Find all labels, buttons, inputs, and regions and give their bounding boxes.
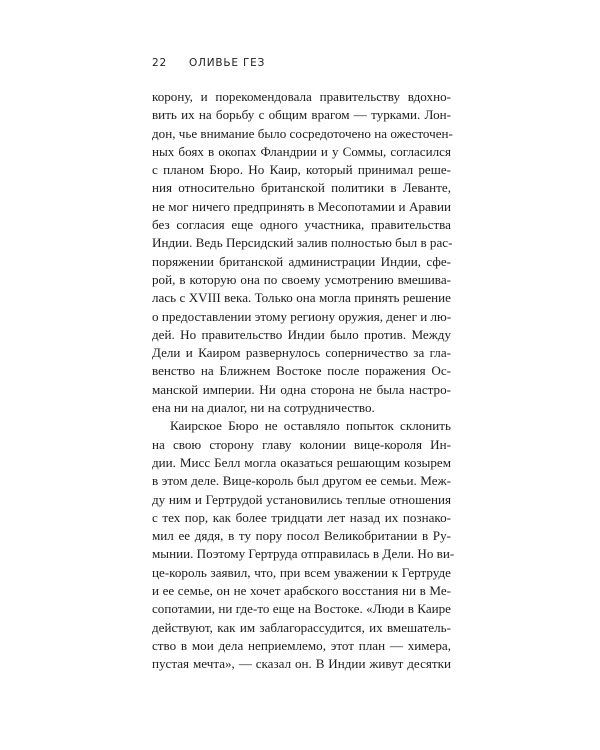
text-line: действуют, как им заблагорассудится, их вмешатель- <box>152 619 451 635</box>
text-line: мынии. Поэтому Гертруда отправилась в Дели. Но ви- <box>152 546 455 562</box>
text-line: Индии. Ведь Персидский залив полностью был в рас- <box>152 235 453 251</box>
text-line: и ее семье, он не хочет арабского восстания ни в Ме- <box>152 583 451 599</box>
text-line: лась с XVIII века. Только она могла принять решение <box>152 290 451 306</box>
text-line: не мог ничего предпринять в Месопотамии и Аравии <box>152 198 451 214</box>
text-line: це-король заявил, что, при всем уважении к Гертруде <box>152 564 451 580</box>
text-line: ных боях в окопах Фландрии и у Соммы, согласился <box>152 143 451 159</box>
text-line: ена ни на диалог, ни на сотрудничество. <box>152 400 375 416</box>
page-number: 22 <box>152 57 167 69</box>
text-line: сопотамии, ни где-то еще на Востоке. «Люди в Каире <box>152 601 451 617</box>
text-line: о предоставлении этому региону оружия, денег и лю- <box>152 308 452 324</box>
text-line: с тех пор, как более тридцати лет назад их познако- <box>152 509 451 525</box>
text-line: дии. Мисс Белл могла оказаться решающим козырем <box>152 454 451 470</box>
text-line: венство на Ближнем Востоке после поражения Ос- <box>152 363 451 379</box>
text-line: пустая мечта», — сказал он. В Индии живут десятки <box>152 656 451 672</box>
text-line: с планом Бюро. Но Каир, который принимал реше- <box>152 162 451 178</box>
paragraph-1 <box>152 88 451 417</box>
running-title: ОЛИВЬЕ ГЕЗ <box>188 57 266 69</box>
paragraph-2 <box>152 417 455 673</box>
text-line: манской империи. Ни одна сторона не была настро- <box>152 381 451 397</box>
text-line: Дели и Каиром развернулось соперничество за гла- <box>152 345 451 361</box>
text-line: ния относительно британской политики в Леванте, <box>152 180 451 196</box>
text-line: дей. Но правительство Индии было против. Между <box>152 326 451 342</box>
text-line: в этом деле. Вице-король был другом ее семьи. Меж- <box>152 473 451 489</box>
text-line: ду ним и Гертрудой установились теплые отношения <box>152 491 451 507</box>
text-line: без согласия еще одного участника, правительства <box>152 217 451 233</box>
text-line: ство в мои дела неприемлемо, этот план — химера, <box>152 637 451 653</box>
text-line: поряжении британской администрации Индии, сфе- <box>152 253 451 269</box>
text-line: Каирское Бюро не оставляло попыток склонить <box>170 418 451 434</box>
text-line: мил ее дядя, в ту пору посол Великобритании в Ру- <box>152 528 451 544</box>
text-line: корону, и порекомендовала правительству вдохно- <box>152 89 451 104</box>
running-header <box>152 55 265 71</box>
text-line: вить их на борьбу с общим врагом — турками. Лон- <box>152 107 451 123</box>
text-line: рой, в которую она по своему усмотрению вмешива- <box>152 271 451 287</box>
text-line: дон, чье внимание было сосредоточено на ожесточен- <box>152 125 453 141</box>
text-line: на свою сторону главу колонии вице-короля Ин- <box>152 436 451 452</box>
body-text <box>152 88 455 674</box>
